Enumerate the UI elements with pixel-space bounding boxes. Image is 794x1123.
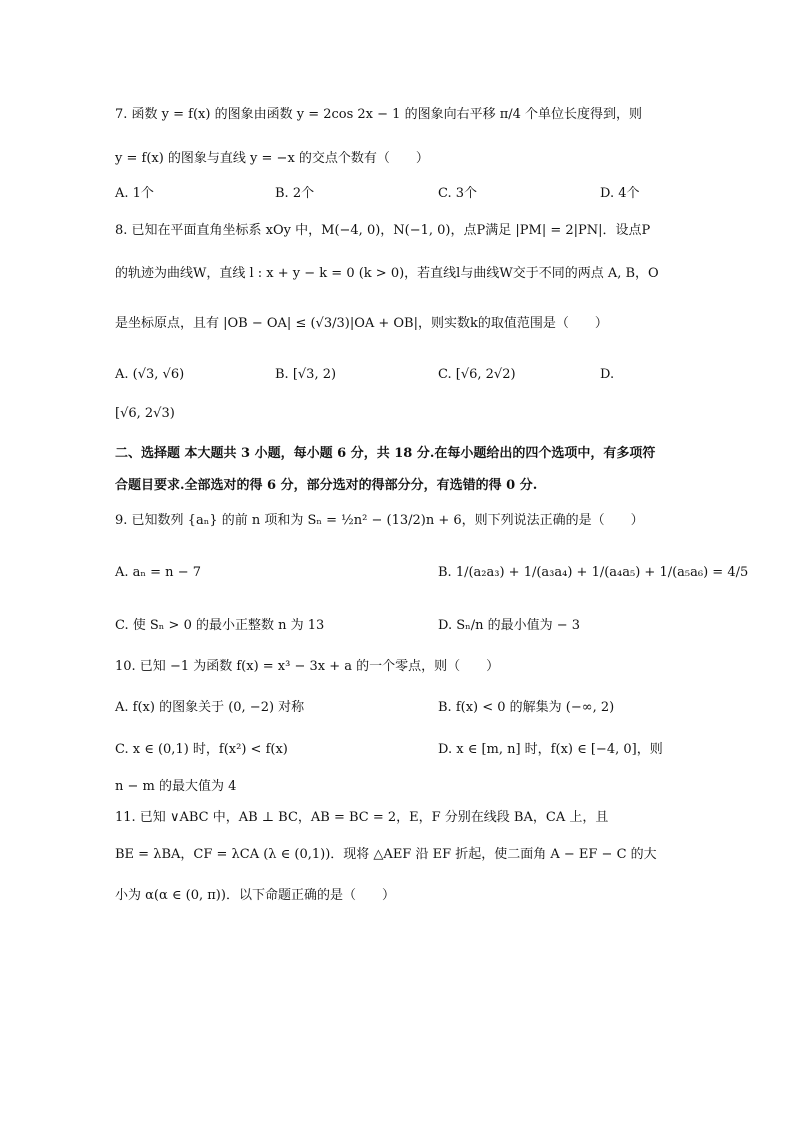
q9-option-c[interactable]: C. 使 Sₙ > 0 的最小正整数 n 为 13 (115, 618, 325, 633)
q10-option-b[interactable]: B. f(x) < 0 的解集为 (−∞, 2) (438, 700, 615, 715)
q8-line2: 的轨迹为曲线W，直线 l : x + y − k = 0 (k > 0)，若直线l与曲线W交于不同的两点 A, B，O (115, 266, 659, 281)
section2-line2: 合题目要求.全部选对的得 6 分，部分选对的得部分分，有选错的得 0 分. (115, 478, 538, 493)
q8-option-c[interactable]: C. [√6, 2√2) (438, 367, 516, 382)
q7-option-d[interactable]: D. 4个 (600, 186, 640, 201)
q9-option-a[interactable]: A. aₙ = n − 7 (115, 565, 201, 580)
section2-line1: 二、选择题 本大题共 3 小题，每小题 6 分，共 18 分.在每小题给出的四个选项中，有多项符 (115, 446, 656, 461)
q10-option-d-cont: n − m 的最大值为 4 (115, 779, 237, 794)
q7-line2: y = f(x) 的图象与直线 y = −x 的交点个数有（ ） (115, 151, 429, 166)
q8-option-d-value: [√6, 2√3) (115, 406, 175, 421)
q11-line1: 11. 已知 ∨ABC 中，AB ⊥ BC，AB = BC = 2，E，F 分别在线段 BA，CA 上，且 (115, 810, 609, 825)
q7-option-a[interactable]: A. 1个 (115, 186, 154, 201)
q8-option-b[interactable]: B. [√3, 2) (275, 367, 337, 382)
q8-option-a[interactable]: A. (√3, √6) (115, 367, 185, 382)
q7-line1: 7. 函数 y = f(x) 的图象由函数 y = 2cos 2x − 1 的图象向右平移 π/4 个单位长度得到，则 (115, 107, 643, 122)
q7-option-c[interactable]: C. 3个 (438, 186, 478, 201)
q9-stem: 9. 已知数列 {aₙ} 的前 n 项和为 Sₙ = ½n² − (13/2)n + 6，则下列说法正确的是（ ） (115, 513, 644, 528)
q11-line3: 小为 α(α ∈ (0, π))．以下命题正确的是（ ） (115, 888, 395, 903)
q9-option-d[interactable]: D. Sₙ/n 的最小值为 − 3 (438, 618, 581, 633)
q9-option-b[interactable]: B. 1/(a₂a₃) + 1/(a₃a₄) + 1/(a₄a₅) + 1/(a₅a₆) = 4/5 (438, 565, 749, 580)
q10-option-a[interactable]: A. f(x) 的图象关于 (0, −2) 对称 (115, 700, 305, 715)
q10-option-c[interactable]: C. x ∈ (0,1) 时，f(x²) < f(x) (115, 742, 288, 757)
q8-line1: 8. 已知在平面直角坐标系 xOy 中，M(−4, 0)，N(−1, 0)，点P满足 |PM| = 2|PN|．设点P (115, 223, 651, 238)
q7-option-b[interactable]: B. 2个 (275, 186, 315, 201)
q10-stem: 10. 已知 −1 为函数 f(x) = x³ − 3x + a 的一个零点，则（ ） (115, 659, 500, 674)
q11-line2: BE = λBA，CF = λCA (λ ∈ (0,1))．现将 △AEF 沿 EF 折起，使二面角 A − EF − C 的大 (115, 847, 657, 862)
q8-line3: 是坐标原点，且有 |OB − OA| ≤ (√3/3)|OA + OB|，则实数k的取值范围是（ ） (115, 316, 608, 331)
q10-option-d[interactable]: D. x ∈ [m, n] 时，f(x) ∈ [−4, 0]，则 (438, 742, 663, 757)
q8-option-d[interactable]: D. (600, 367, 615, 382)
